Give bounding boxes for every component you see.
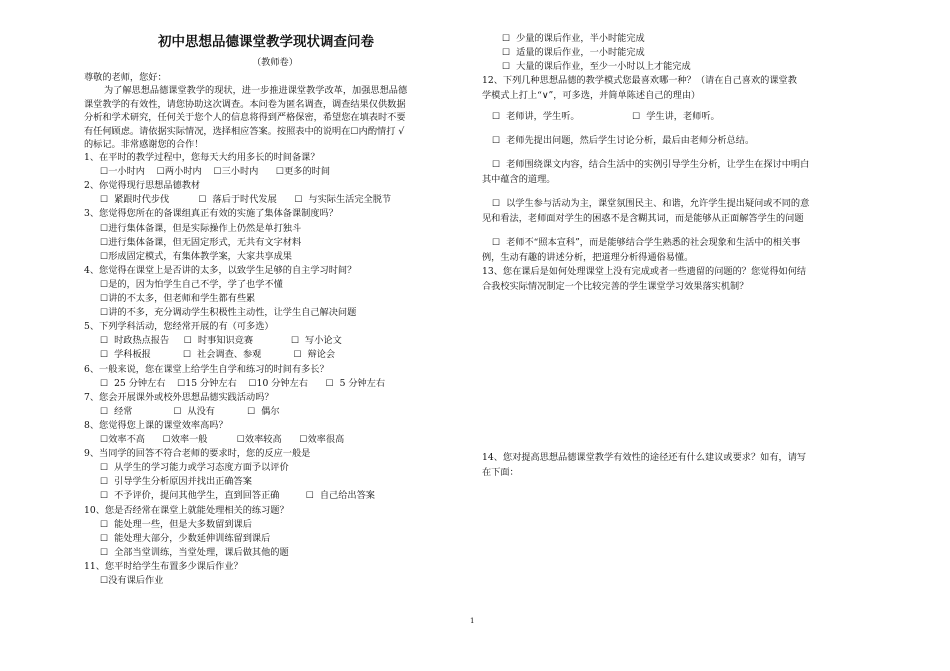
- answer-options: 其中蕴含的道理。: [482, 174, 556, 185]
- question-text: 9、当同学的回答不符合老师的要求时，您的反应一般是: [84, 448, 311, 460]
- answer-options: ☐讲的不多，充分调动学生积极性主动性，让学生自己解决问题: [100, 307, 357, 319]
- answer-options: ☐ 能处理一些，但是大多数留到课后: [100, 518, 252, 530]
- question-text: 4、您觉得在课堂上是否讲的太多，以致学生足够的自主学习时间？: [84, 264, 357, 276]
- answer-options: ☐ 适量的课后作业，一小时能完成: [502, 47, 645, 58]
- greeting: 尊敬的老师，您好：: [84, 72, 167, 83]
- question-text: 8、您觉得您上课的课堂效率高吗？: [84, 419, 228, 431]
- answer-options: ☐ 大量的课后作业，至少一小时以上才能完成: [502, 61, 691, 72]
- answer-options: ☐ 老师围绕课文内容，结合生活中的实例引导学生分析，让学生在探讨中明白: [492, 159, 810, 170]
- intro-line: 有任何顾虑。请依据实际情况，选择相应答案。按照表中的说明在☐内酌情打 √: [84, 125, 405, 137]
- answer-options: ☐ 老师不“照本宣科”，而是能够结合学生熟悉的社会现象和生活中的相关事: [492, 237, 801, 248]
- answer-options: ☐ 少量的课后作业，半小时能完成: [502, 33, 645, 44]
- answer-options: ☐ 紧跟时代步伐 ☐ 落后于时代发展 ☐ 与实际生活完全脱节: [100, 194, 392, 206]
- answer-options: 例，生动有趣的讲述分析，把道理分析得通俗易懂。: [482, 252, 694, 263]
- page-number: 1: [470, 617, 475, 625]
- question-text: 在下面：: [482, 467, 519, 478]
- answer-options: ☐ 经常 ☐ 从没有 ☐ 偶尔: [100, 405, 280, 417]
- answer-options: ☐ 从学生的学习能力或学习态度方面予以评价: [100, 462, 289, 474]
- answer-options: ☐形成固定模式，有集体教学案，大家共享成果: [100, 250, 292, 262]
- answer-options: ☐一小时内 ☐两小时内 ☐三小时内 ☐更多的时间: [100, 166, 331, 178]
- question-text: 学模式上打上“∨”，可多选，并简单陈述自己的理由）: [482, 90, 701, 101]
- answer-options: ☐ 老师先提出问题，然后学生讨论分析，最后由老师分析总结。: [492, 135, 755, 146]
- intro-line: 的标记。非常感谢您的合作！: [84, 139, 204, 150]
- question-text: 5、下列学科活动，您经常开展的有（可多选）: [84, 321, 274, 333]
- question-text: 10、您是否经常在课堂上就能处理相关的练习题？: [84, 504, 289, 516]
- question-text: 1、在平时的教学过程中，您每天大约用多长的时间备课？: [84, 152, 320, 163]
- question-text: 11、您平时给学生布置多少课后作业？: [84, 560, 243, 572]
- answer-options: ☐ 学科板报 ☐ 社会调查、参观 ☐ 辩论会: [100, 349, 336, 361]
- question-text: 3、您觉得您所在的备课组真正有效的实施了集体备课制度吗？: [84, 208, 338, 220]
- answer-options: ☐进行集体备课，但无固定形式，无共有文字材料: [100, 236, 302, 248]
- answer-options: ☐ 时政热点报告 ☐ 时事知识竞赛 ☐ 写小论文: [100, 335, 342, 347]
- question-text: 7、您会开展课外或校外思想品德实践活动吗？: [84, 391, 274, 403]
- question-text: 2、你觉得现行思想品德教材: [84, 180, 201, 192]
- answer-options: ☐ 引导学生分析原因并找出正确答案: [100, 476, 252, 488]
- intro-line: 课堂教学的有效性，请您协助这次调查。本问卷为匿名调查，调查结果仅供数据: [84, 98, 406, 110]
- question-text: 13、您在课后是如何处理课堂上没有完成或者一些遗留的问题的？您觉得如何结: [482, 266, 807, 277]
- answer-options: ☐ 全部当堂训练，当堂处理，课后做其他的题: [100, 546, 289, 558]
- intro-line: 分析和学术研究，任何关于您个人的信息将得到严格保密，希望您在填表时不要: [84, 112, 406, 123]
- answer-options: ☐是的，因为怕学生自己不学，学了也学不懂: [100, 278, 283, 290]
- answer-options: ☐ 老师讲，学生听。 ☐ 学生讲，老师听。: [492, 111, 720, 122]
- answer-options: ☐ 能处理大部分，少数延伸训练留到课后: [100, 532, 271, 544]
- answer-options: 见和看法，老师面对学生的困惑不是含糊其词，而是能够从正面解答学生的问题: [482, 213, 804, 224]
- answer-options: ☐进行集体备课，但是实际操作上仍然是单打独斗: [100, 222, 302, 234]
- question-text: 合我校实际情况制定一个比较完善的学生课堂学习效果落实机制？: [482, 281, 749, 292]
- page-title: 初中思想品德课堂教学现状调查问卷: [158, 34, 374, 50]
- question-text: 12、下列几种思想品德的教学模式您最喜欢哪一种？（请在自己喜欢的课堂教: [482, 75, 797, 86]
- answer-options: ☐讲的不太多，但老师和学生都有些累: [100, 293, 256, 304]
- question-text: 14、您对提高思想品德课堂教学有效性的途径还有什么建议或要求？如有，请写: [482, 452, 807, 463]
- subtitle: （教师卷）: [252, 57, 298, 68]
- answer-options: ☐ 不予评价，提问其他学生，直到回答正确 ☐ 自己给出答案: [100, 490, 375, 502]
- intro-line: 为了解思想品德课堂教学的现状，进一步推进课堂教学改革，加强思想品德: [104, 85, 408, 96]
- answer-options: ☐ 25 分钟左右 ☐15 分钟左右 ☐10 分钟左右 ☐ 5 分钟左右: [100, 377, 386, 389]
- answer-options: ☐效率不高 ☐效率一般 ☐效率较高 ☐效率很高: [100, 434, 345, 445]
- question-text: 6、一般来说，您在课堂上给学生自学和练习的时间有多长？: [84, 363, 329, 375]
- answer-options: ☐没有课后作业: [100, 575, 164, 586]
- answer-options: ☐ 以学生参与活动为主，课堂氛围民主、和谐，允许学生提出疑问或不同的意: [492, 198, 810, 209]
